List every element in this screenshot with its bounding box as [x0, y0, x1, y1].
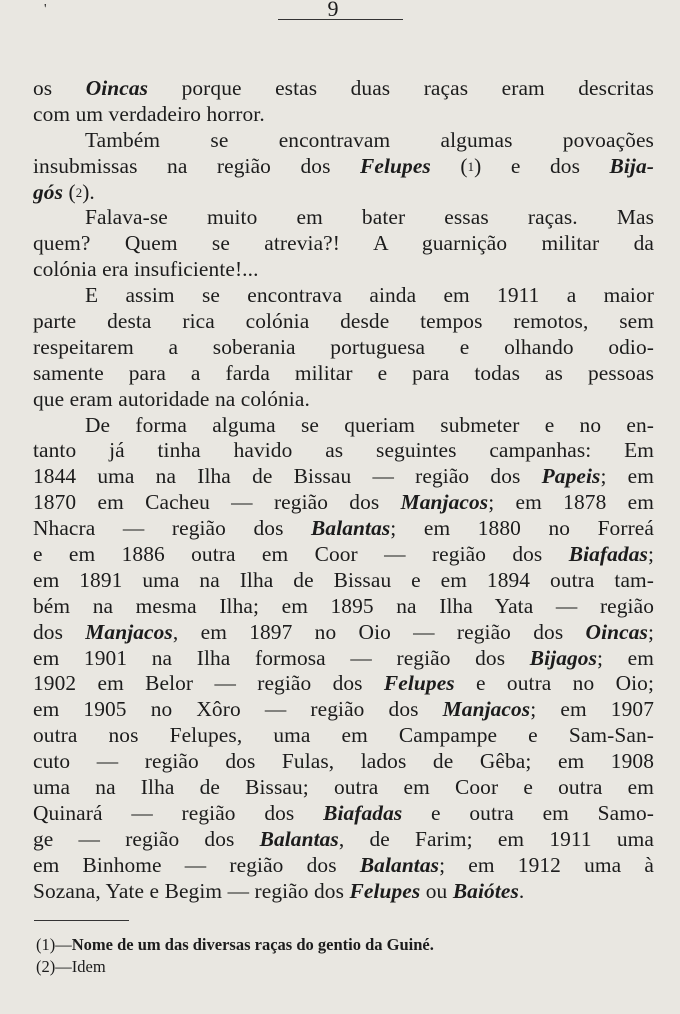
text-line: cuto — região dos Fulas, lados de Gêba; em 1908 [33, 749, 654, 774]
text-line: Quinará — região dos Biafadas e outra em Samo- [33, 800, 654, 825]
footnote-text: Idem [71, 957, 106, 976]
text-line: que eram autoridade na colónia. [33, 386, 310, 411]
text-line: os Oincas porque estas duas raças eram descritas [33, 76, 654, 100]
text-line: 1870 em Cacheu — região dos Manjacos; em 1878 em [33, 490, 654, 515]
text-line: com um verdadeiro horror. [33, 101, 265, 126]
text-line: Sozana, Yate e Begim — região dos Felupes ou Baiótes. [33, 878, 525, 903]
footnote-rule [34, 920, 129, 921]
text-line: tanto já tinha havido as seguintes campanhas: Em [33, 438, 654, 463]
text-line: dos Manjacos, em 1897 no Oio — região dos Oincas; [33, 619, 654, 644]
text-line: bém na mesma Ilha; em 1895 na Ilha Yata — região [33, 593, 654, 618]
footnote-mark: (2)— [36, 957, 72, 976]
text-line: 1902 em Belor — região dos Felupes e outra no Oio; [33, 671, 654, 696]
text-line: ge — região dos Balantas, de Farim; em 1911 uma [33, 826, 654, 851]
text-line: respeitarem a soberania portuguesa e olhando odio- [33, 334, 654, 359]
text-line: 1844 uma na Ilha de Bissau — região dos Papeis; em [33, 464, 654, 489]
text-line: Falava-se muito em bater essas raças. Mas [85, 205, 654, 230]
body-text [33, 76, 654, 905]
text-line: gós ($^2$). [33, 179, 95, 204]
text-line: em 1891 uma na Ilha de Bissau e em 1894 outra tam- [33, 567, 654, 592]
text-line: em Binhome — região dos Balantas; em 1912 uma à [33, 852, 654, 877]
margin-mark: ' [44, 2, 47, 17]
text-line: quem? Quem se atrevia?! A guarnição militar da [33, 231, 654, 256]
text-line: em 1901 na Ilha formosa — região dos Bijagos; em [33, 645, 654, 670]
text-line: Nhacra — região dos Balantas; em 1880 no Forreá [33, 516, 654, 541]
page-number: 9 [327, 0, 339, 21]
footnote [36, 934, 434, 956]
text-line: De forma alguma se queriam submeter e no en- [85, 412, 654, 437]
text-line: samente para a farda militar e para todas as pessoas [33, 360, 654, 385]
text-line: colónia era insuficiente!... [33, 257, 259, 282]
text-line: uma na Ilha de Bissau; outra em Coor e outra em [33, 775, 654, 800]
text-line: parte desta rica colónia desde tempos remotos, sem [33, 309, 654, 334]
text-line: outra nos Felupes, uma em Campampe e Sam-San- [33, 723, 654, 748]
header-rule [278, 19, 403, 20]
text-line: e em 1886 outra em Coor — região dos Biafadas; [33, 542, 654, 567]
footnote-text: Nome de um das diversas raças do gentio da Guiné. [71, 935, 434, 954]
text-line: insubmissas na região dos Felupes ($^1$) e dos Bija- [33, 153, 654, 178]
text-line: Também se encontravam algumas povoações [85, 127, 654, 152]
text-line: em 1905 no Xôro — região dos Manjacos; em 1907 [33, 697, 654, 722]
footnote [36, 956, 434, 978]
footnotes [36, 934, 434, 978]
footnote-mark: (1)— [36, 935, 72, 954]
text-line: E assim se encontrava ainda em 1911 a maior [85, 283, 654, 308]
